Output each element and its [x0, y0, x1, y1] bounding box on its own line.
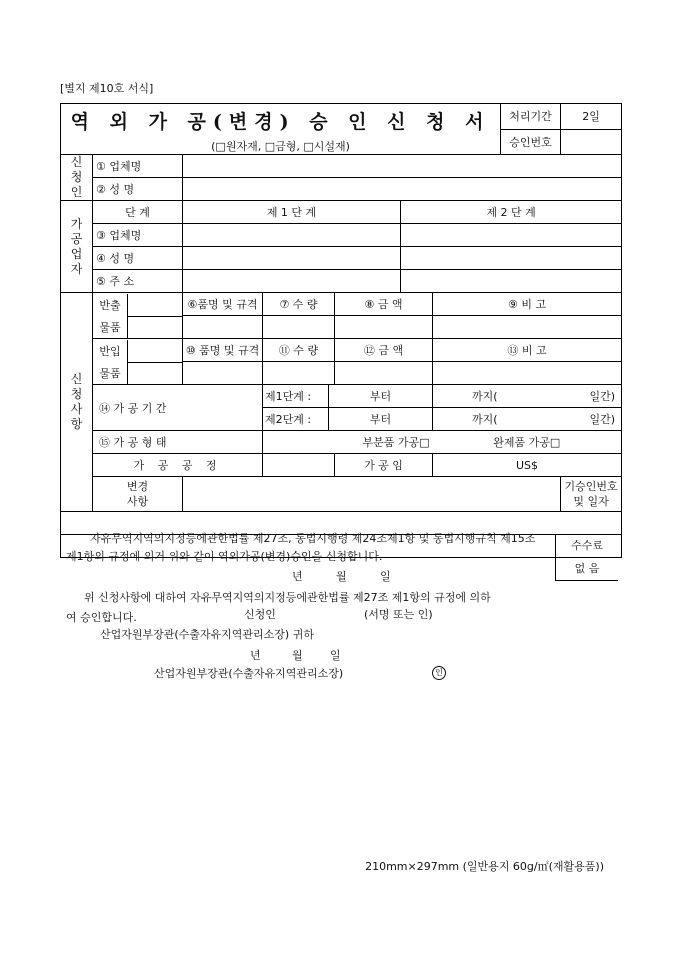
- stage1-period-label: 제1단계 :: [263, 385, 329, 408]
- stage1-days-label: 일간): [501, 385, 622, 408]
- addressee: 산업자원부장관(수출자유지역관리소장) 귀하: [100, 628, 314, 641]
- approval-stamp: [428, 665, 446, 680]
- change-items-label: 변경 사항: [93, 477, 183, 512]
- type-option-partial[interactable]: 부분품 가공□: [263, 431, 433, 454]
- stage2-header: 제 2 단 계: [401, 201, 622, 224]
- export-item-label-part: [128, 294, 182, 317]
- approval-date-month: 월: [292, 649, 303, 662]
- import-qty-label: ⑪ 수 량: [263, 339, 335, 362]
- statement-date-day: 일: [380, 570, 391, 583]
- stage1-until-label: 까지(: [433, 385, 501, 408]
- import-item-label: ⑩ 품명 및 규격: [183, 339, 263, 362]
- approval-authority: 산업자원부장관(수출자유지역관리소장): [154, 667, 344, 680]
- applicant-section-label: 신 청 인: [61, 155, 93, 201]
- processor-company-stage2-field[interactable]: [401, 224, 622, 247]
- stage2-from-label: 부터: [329, 408, 433, 431]
- export-item-field[interactable]: [183, 316, 263, 339]
- export-item-label: ⑥품명 및 규격: [183, 293, 263, 316]
- processing-steps-field[interactable]: [263, 454, 335, 477]
- import-remarks-label: ⑬ 비 고: [433, 339, 622, 362]
- application-section-label: 신 청 사 항: [61, 293, 93, 512]
- processor-address-label: ⑤ 주 소: [93, 270, 183, 293]
- type-option-finished[interactable]: 완제품 가공□: [433, 431, 622, 454]
- processor-name-stage1-field[interactable]: [183, 247, 401, 270]
- processing-type-label: ⑮ 가 공 형 태: [93, 431, 263, 454]
- paper-spec: 210mm×297mm (일반용지 60g/㎡(재활용품)): [365, 860, 604, 873]
- statement-line2: 제1항의 규정에 의거 위와 같이 역외가공(변경)승인을 신청합니다.: [66, 550, 383, 563]
- application-form-table: [60, 103, 622, 680]
- approval-line1: 위 신청사항에 대하여 자유무역지역의지정등에관한법률 제27조 제1항의 규정에 의하: [84, 591, 491, 604]
- applicant-name-label: ② 성 명: [93, 178, 183, 201]
- approval-date-day: 일: [330, 649, 341, 662]
- export-remarks-label: ⑨ 비 고: [433, 293, 622, 316]
- processing-fee-currency: US$: [433, 454, 622, 477]
- approval-number-field[interactable]: [561, 129, 622, 155]
- import-qty-field[interactable]: [263, 362, 335, 385]
- applicant-company-label: ① 업체명: [93, 155, 183, 178]
- export-amount-label: ⑧ 금 액: [335, 293, 433, 316]
- form-number-label: [별지 제10호 서식]: [60, 82, 154, 95]
- processor-company-label: ③ 업체명: [93, 224, 183, 247]
- stage2-days-label: 일간): [501, 408, 622, 431]
- export-remarks-field[interactable]: [433, 316, 622, 339]
- processing-steps-label: 가 공 공 정: [93, 454, 263, 477]
- export-qty-label: ⑦ 수 량: [263, 293, 335, 316]
- form-title: 역 외 가 공(변경) 승 인 신 청 서: [70, 111, 491, 133]
- stage2-until-label: 까지(: [433, 408, 501, 431]
- processor-section-label: 가 공 업 자: [61, 201, 93, 293]
- processor-name-stage2-field[interactable]: [401, 247, 622, 270]
- export-goods-label: 반출 물품: [93, 294, 128, 338]
- import-amount-label: ⑫ 금 액: [335, 339, 433, 362]
- processing-fee-label: 가 공 임: [335, 454, 433, 477]
- export-amount-field[interactable]: [335, 316, 433, 339]
- applicant-name-field[interactable]: [183, 178, 622, 201]
- stage1-header: 제 1 단 계: [183, 201, 401, 224]
- processing-period-label: 처리기간: [501, 104, 561, 130]
- statement-date-month: 월: [336, 570, 347, 583]
- processor-company-stage1-field[interactable]: [183, 224, 401, 247]
- change-items-field[interactable]: [183, 477, 561, 512]
- export-qty-field[interactable]: [263, 316, 335, 339]
- processor-name-label: ④ 성 명: [93, 247, 183, 270]
- applicant-signer-label: 신청인: [244, 608, 276, 621]
- export-goods-cell: [93, 293, 183, 339]
- approval-line2: 여 승인합니다.: [66, 611, 137, 624]
- fee-box: [555, 535, 618, 581]
- stage-label: 단 계: [93, 201, 183, 224]
- signature-label[interactable]: (서명 또는 인): [364, 608, 433, 621]
- processor-address-stage1-field[interactable]: [183, 270, 401, 293]
- import-item-field[interactable]: [183, 362, 263, 385]
- applicant-company-field[interactable]: [183, 155, 622, 178]
- stage2-period-label: 제2단계 :: [263, 408, 329, 431]
- import-amount-field[interactable]: [335, 362, 433, 385]
- fee-label: 수수료: [571, 539, 603, 552]
- processing-period-label-cell: ⑭ 가 공 기 간: [93, 385, 263, 431]
- title-cell: [61, 104, 501, 155]
- import-goods-cell: [93, 339, 183, 385]
- approval-number-label: 승인번호: [501, 129, 561, 155]
- stage1-from-label: 부터: [329, 385, 433, 408]
- statement-line1: 자유무역지역의지정등에관한법률 제27조, 동법시행령 제24조제1항 및 동법시행규칙 제15조: [90, 532, 536, 545]
- processor-address-stage2-field[interactable]: [401, 270, 622, 293]
- fee-value: 없 음: [556, 557, 618, 581]
- processing-period-value: 2일: [561, 104, 622, 130]
- seal-icon: 인: [432, 666, 446, 680]
- approval-date-year: 년: [250, 649, 261, 662]
- import-remarks-field[interactable]: [433, 362, 622, 385]
- statement-date-year: 년: [292, 570, 303, 583]
- form-subtitle: (□원자재, □금형, □시설재): [211, 140, 350, 153]
- prior-approval-label: 기승인번호 및 일자: [561, 477, 622, 512]
- import-goods-label: 반입 물품: [93, 340, 128, 384]
